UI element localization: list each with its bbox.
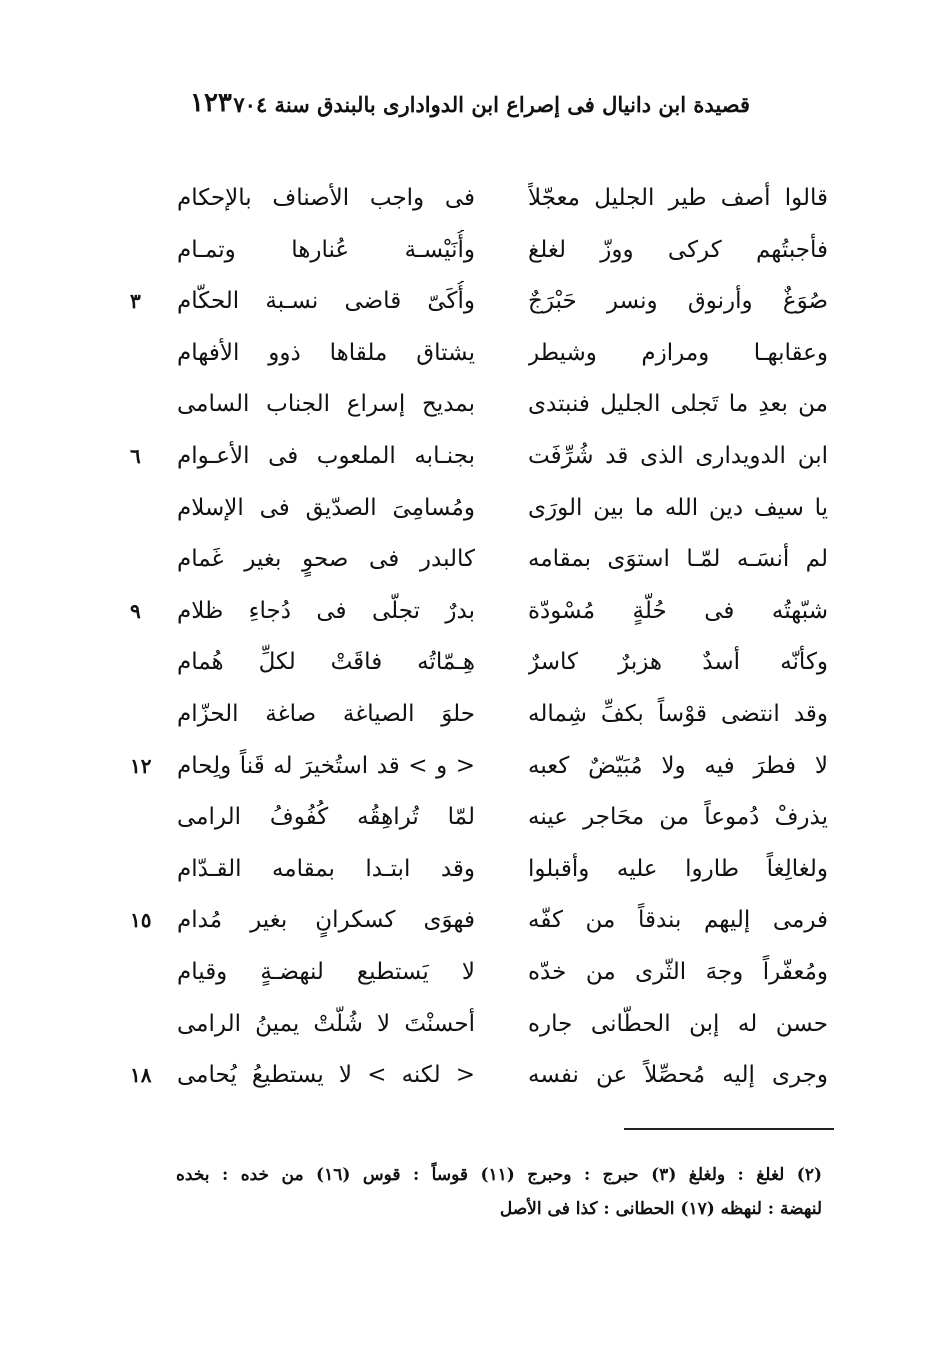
verse-number (130, 642, 166, 682)
verse-number (130, 178, 166, 218)
verse (130, 333, 840, 385)
verse-number: ١٥ (130, 908, 152, 933)
verse-second-hemistich: بجنـابه الملعوب فى الأعـوام (177, 442, 475, 469)
page-number: ١٢٣ (190, 88, 232, 118)
verse-number: ١٨ (130, 1063, 152, 1088)
verse-first-hemistich: شبّهتُه فى حُلّةٍ مُسْودّة (528, 597, 828, 624)
verse-second-hemistich: < و > قد استُخيرَ له قَناً ولِحام (177, 752, 475, 779)
verse-second-hemistich: يشتاق ملقاها ذوو الأفهام (177, 339, 475, 366)
verse-number (130, 694, 166, 734)
verse-first-hemistich: يذرفْ دُموعاً من محَاجر عينه (528, 804, 828, 831)
verse (130, 900, 840, 952)
verse-first-hemistich: لم أنسَـه لمّـا استوَى بمقامه (528, 546, 828, 573)
verse (130, 642, 840, 694)
verse-second-hemistich: هِـمّاتُه فاقَتْ لكلِّ هُمام (177, 649, 475, 676)
footnote-divider (624, 1128, 834, 1130)
footnote-line: لنهضة : لنهظه (١٧) الحطانى : كذا فى الأصل (499, 1199, 822, 1219)
verse-number (130, 952, 166, 992)
verse-first-hemistich: وكأنّه أسدٌ هزبرٌ كاسرٌ (528, 649, 828, 676)
verse (130, 281, 840, 333)
verse-number: ٩ (130, 598, 141, 623)
verse-number (130, 488, 166, 528)
verse-second-hemistich: لا يَستطيع لنهضـةٍ وقيام (177, 958, 475, 985)
verse-first-hemistich: ابن الدويدارى الذى قد شُرِّفَت (528, 442, 828, 469)
verse (130, 746, 840, 798)
verse-number: ١٢ (130, 753, 152, 778)
verse-first-hemistich: وعقابهـا ومرازم وشيطر (528, 339, 828, 366)
verse (130, 384, 840, 436)
verse-first-hemistich: فأجبتُهم كركى ووزّ لغلغ (528, 236, 828, 263)
verse (130, 694, 840, 746)
footnote-line: (٢) لغلغ : ولغلغ (٣) حبرج : وحبرج (١١) قوساً : قوس (١٦) من خده : بخده (176, 1165, 822, 1185)
verse-first-hemistich: قالوا أصف طير الجليل معجّلاً (528, 185, 828, 211)
verse-second-hemistich: فهوَى كسكرانٍ بغير مُدام (177, 907, 475, 934)
verse (130, 849, 840, 901)
verse (130, 1055, 840, 1107)
verse-number (130, 333, 166, 373)
verse-second-hemistich: أحسنْتَ لا شُلّتْ يمينُ الرامى (177, 1010, 475, 1037)
verse-second-hemistich: فى واجب الأصناف بالإحكام (177, 185, 475, 211)
verse-number (130, 384, 166, 424)
verse-second-hemistich: كالبدر فى صحوٍ بغير غَمام (177, 546, 475, 573)
verse-first-hemistich: ومُعفّراً وجهَ الثّرى من خدّه (528, 958, 828, 985)
poem (130, 178, 840, 1107)
verse-second-hemistich: < لكنه > لا يستطيعُ يُحامى (177, 1062, 475, 1089)
verse (130, 952, 840, 1004)
verse-first-hemistich: حسن له إبن الحطّانى جاره (528, 1010, 828, 1037)
verse-number (130, 539, 166, 579)
verse (130, 797, 840, 849)
verse-second-hemistich: ومُسامِىَ الصدّيق فى الإسلام (177, 494, 475, 521)
verse-second-hemistich: وأُنَيْسـة عُنارها وتمـام (177, 236, 475, 263)
verse-first-hemistich: صُوَغٌ وأرنوق ونسر حَبْرَجٌ (528, 288, 828, 315)
verse (130, 591, 840, 643)
verse-number: ٦ (130, 443, 141, 468)
verse-number (130, 230, 166, 270)
verse-first-hemistich: فرمى إليهم بندقاً من كفّه (528, 907, 828, 934)
verse (130, 1004, 840, 1056)
verse-first-hemistich: ولغالِغاً طاروا عليه وأقبلوا (528, 855, 828, 882)
verse-second-hemistich: لمّا تُراهِقُه كُفُوفُ الرامى (177, 804, 475, 831)
verse-first-hemistich: وقد انتضى قوْساً بكفِّ شِماله (528, 700, 828, 727)
verse-second-hemistich: بدرٌ تجلّى فى دُجاءِ ظلام (177, 597, 475, 624)
verse-second-hemistich: وأُكَىّ قاضى نسـبة الحكّام (177, 288, 475, 315)
footnotes (176, 1158, 822, 1226)
verse-first-hemistich: لا فطرَ فيه ولا مُبَيّضٌ كعبه (528, 752, 828, 779)
verse-second-hemistich: حلوَ الصياغة صاغة الحزّام (177, 700, 475, 727)
verse-number (130, 1004, 166, 1044)
verse-first-hemistich: من بعدِ ما تَجلى الجليل فنبتدى (528, 391, 828, 418)
verse-second-hemistich: وقد ابتـدا بمقامه القـدّام (177, 855, 475, 882)
verse (130, 436, 840, 488)
running-header (190, 88, 750, 128)
verse-number (130, 797, 166, 837)
verse (130, 539, 840, 591)
verse-first-hemistich: وجرى إليه مُحصِّلاً عن نفسه (528, 1062, 828, 1089)
header-title: قصيدة ابن دانيال فى إصراع ابن الدوادارى بالبندق سنة ٧٠٤ (233, 92, 750, 117)
verse-number: ٣ (130, 289, 141, 314)
verse (130, 488, 840, 540)
verse-second-hemistich: بمديح إسراع الجناب السامى (177, 391, 475, 418)
verse (130, 230, 840, 282)
verse-first-hemistich: يا سيف دين الله ما بين الورَى (528, 494, 828, 521)
verse-number (130, 849, 166, 889)
verse (130, 178, 840, 230)
